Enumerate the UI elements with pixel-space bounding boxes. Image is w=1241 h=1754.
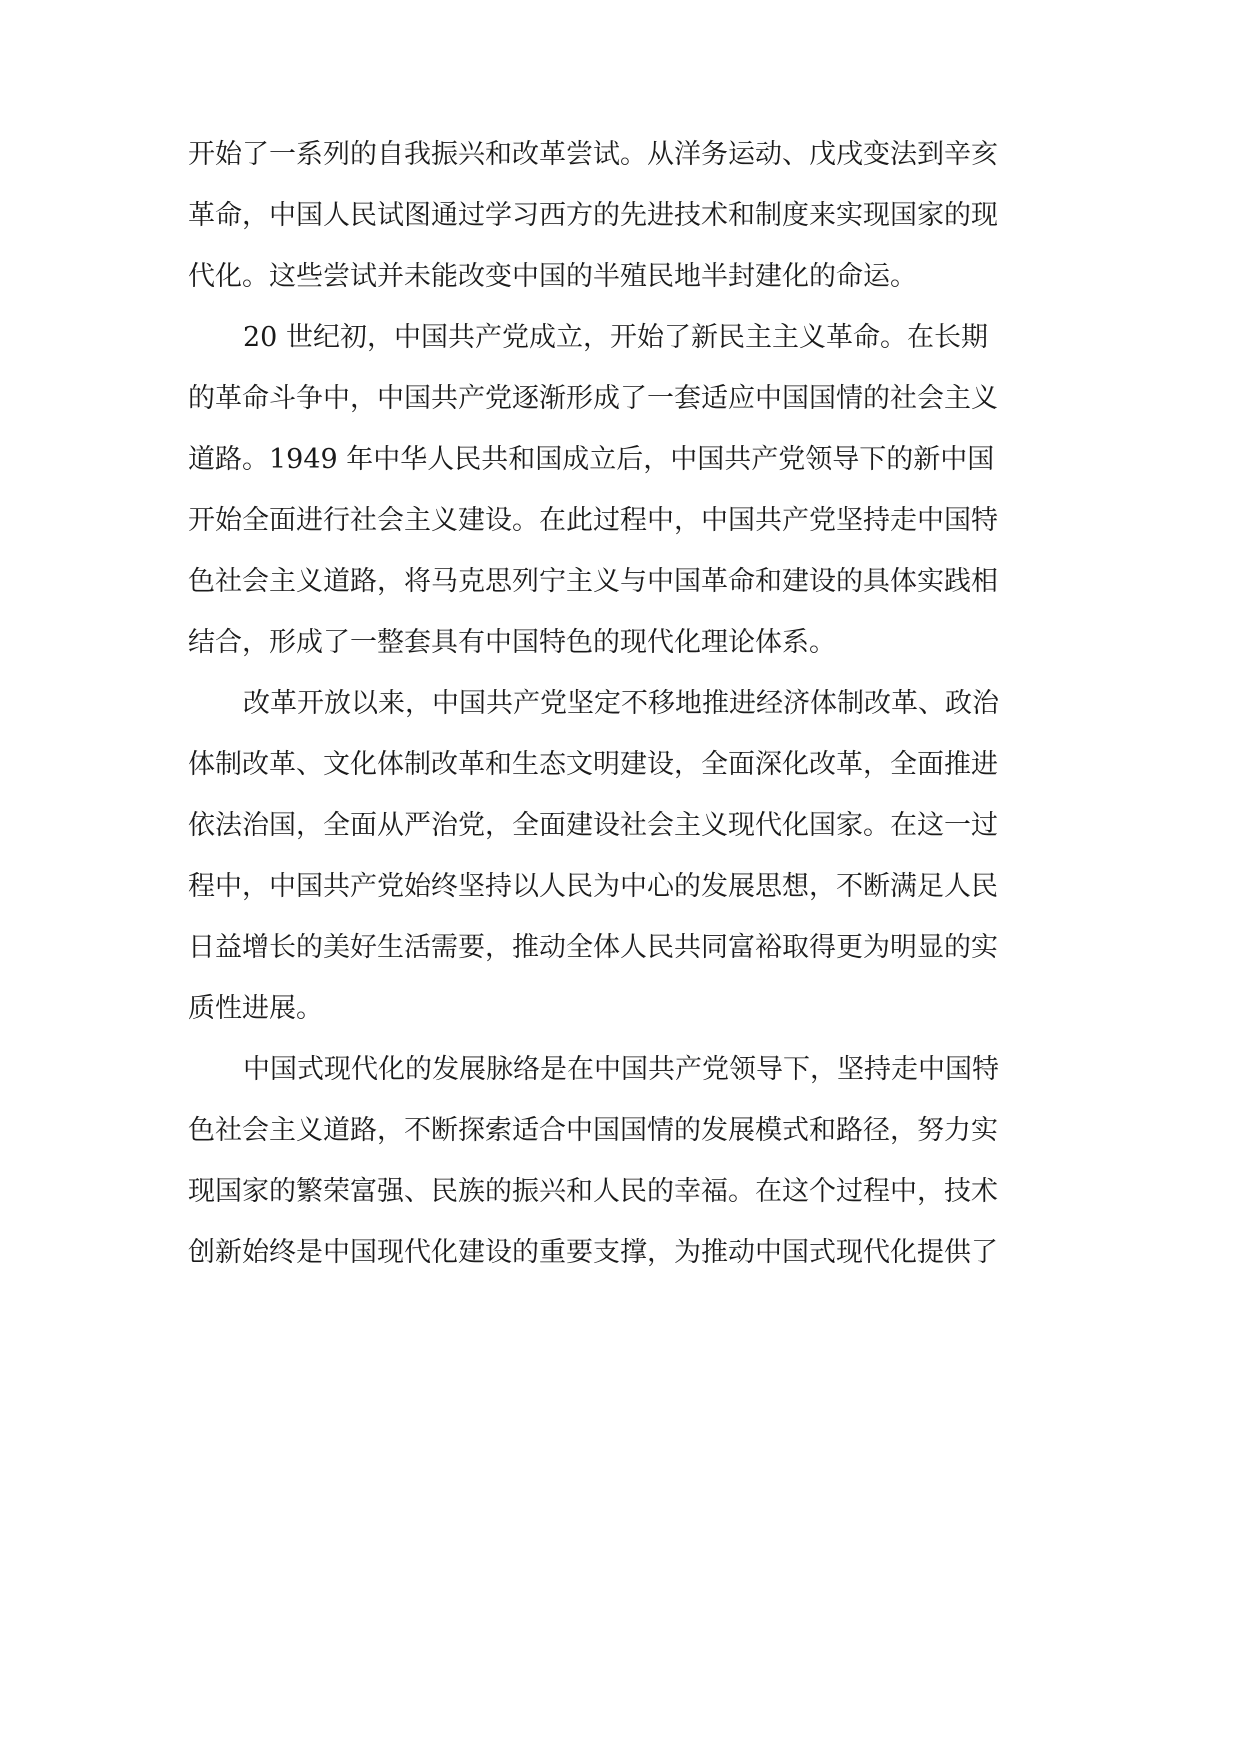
text-line: 依法治国，全面从严治党，全面建设社会主义现代化国家。在这一过 bbox=[188, 810, 998, 841]
text-line: 日益增长的美好生活需要，推动全体人民共同富裕取得更为明显的实 bbox=[188, 932, 998, 963]
text-line: 结合，形成了一整套具有中国特色的现代化理论体系。 bbox=[188, 627, 836, 658]
paragraph-first-line: 改革开放以来，中国共产党坚定不移地推进经济体制改革、政治 bbox=[243, 688, 999, 719]
paragraph-first-line: 20 世纪初，中国共产党成立，开始了新民主主义革命。在长期 bbox=[243, 322, 988, 353]
text-line: 的革命斗争中，中国共产党逐渐形成了一套适应中国国情的社会主义 bbox=[188, 383, 998, 414]
text-line: 开始了一系列的自我振兴和改革尝试。从洋务运动、戊戌变法到辛亥 bbox=[188, 139, 998, 170]
text-line: 色社会主义道路，将马克思列宁主义与中国革命和建设的具体实践相 bbox=[188, 566, 998, 597]
text-line: 创新始终是中国现代化建设的重要支撑，为推动中国式现代化提供了 bbox=[188, 1237, 998, 1268]
text-line: 质性进展。 bbox=[188, 993, 323, 1024]
body-text bbox=[188, 124, 1058, 1283]
text-line: 道路。1949 年中华人民共和国成立后，中国共产党领导下的新中国 bbox=[188, 444, 995, 475]
text-line: 程中，中国共产党始终坚持以人民为中心的发展思想，不断满足人民 bbox=[188, 871, 998, 902]
text-line: 代化。这些尝试并未能改变中国的半殖民地半封建化的命运。 bbox=[188, 261, 917, 292]
paragraph-first-line: 中国式现代化的发展脉络是在中国共产党领导下，坚持走中国特 bbox=[243, 1054, 999, 1085]
text-line: 体制改革、文化体制改革和生态文明建设，全面深化改革，全面推进 bbox=[188, 749, 998, 780]
text-line: 现国家的繁荣富强、民族的振兴和人民的幸福。在这个过程中，技术 bbox=[188, 1176, 998, 1207]
text-line: 色社会主义道路，不断探索适合中国国情的发展模式和路径，努力实 bbox=[188, 1115, 998, 1146]
text-line: 开始全面进行社会主义建设。在此过程中，中国共产党坚持走中国特 bbox=[188, 505, 998, 536]
text-line: 革命，中国人民试图通过学习西方的先进技术和制度来实现国家的现 bbox=[188, 200, 998, 231]
